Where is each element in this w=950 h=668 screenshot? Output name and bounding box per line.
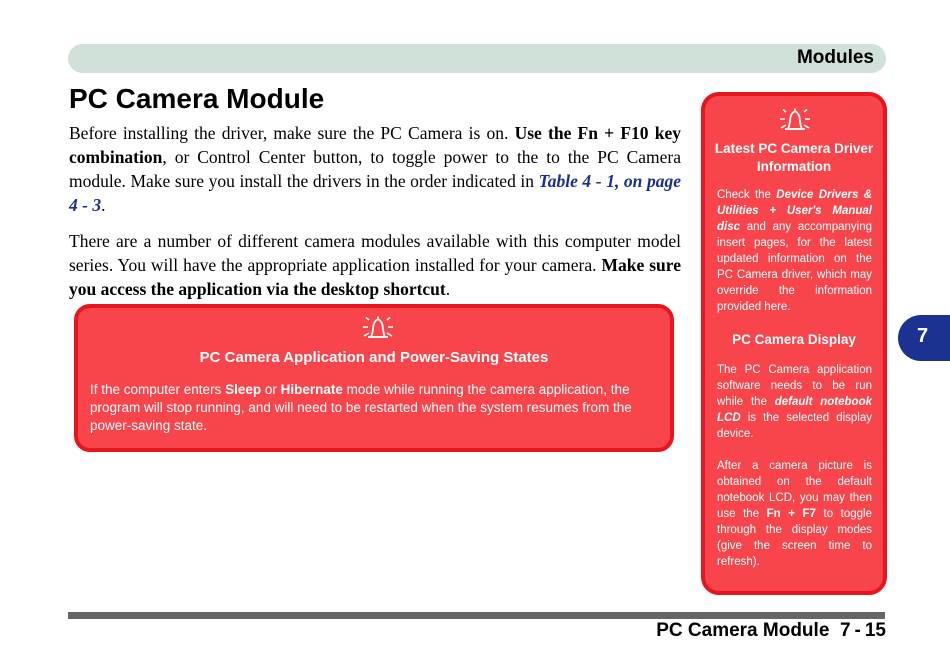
fn-f7-text: Fn + F7 [766,508,816,520]
footer-section: PC Camera Module [656,620,830,641]
bell-icon [360,316,396,342]
modules-text-1: There are a number of different camera modules available with this computer model series. You will have the appropriate application installed for your camera. [69,231,681,275]
table-reference-link[interactable]: Table 4 - 1, on page 4 - 3 [69,171,681,215]
sidebar-subtitle: PC Camera Display [732,332,856,347]
bell-icon [777,108,813,134]
modules-text-2: . [445,279,451,299]
sidebar-display-text-2: is the selected display device. [717,412,872,440]
sidebar-title: Latest PC Camera Driver Information [714,141,874,174]
desktop-shortcut-text: Make sure you access the application via the desktop shortcut [69,255,682,299]
header-bar [68,44,886,73]
intro-text-3: . [101,195,106,215]
header-title: Modules [796,47,874,68]
note-text-2: or [261,382,281,397]
page-title: PC Camera Module [69,83,325,114]
power-saving-note-box [74,304,674,452]
driver-info-sidebar [701,92,887,595]
camera-modules-paragraph [69,229,681,301]
sidebar-driver-text-2: and any accompanying insert pages, for the latest updated information on the PC Camera driver, which may override the information provided here. [717,221,872,313]
driver-disc-text: Device Drivers & Utilities + User's Manual disc [717,189,872,233]
default-lcd-text: default notebook LCD [717,396,872,424]
intro-text-2: , or Control Center button, to toggle power to the to the PC Camera module. Make sure you install the drivers in the order indicated in [69,147,681,191]
sleep-mode-text: Sleep [225,382,262,397]
hibernate-mode-text: Hibernate [280,382,343,397]
footer-page-number: 15 [864,620,886,641]
footer-chapter: 7 [839,620,851,641]
footer-rule [68,612,885,619]
sidebar-driver-text [717,187,872,315]
note-text-3: mode while running the camera application, the program will stop running, and will need to be restarted when the system resumes from the power-saving state. [90,382,632,433]
chapter-tab[interactable] [898,315,950,361]
footer-separator: - [854,620,861,641]
sidebar-toggle-text [717,458,872,570]
footer-page-label [656,620,886,642]
sidebar-display-text [717,362,872,442]
sidebar-display-text-1: The PC Camera application software needs to be run while the [717,364,872,408]
intro-paragraph [69,121,681,217]
chapter-number: 7 [917,325,929,347]
note-text-1: If the computer enters [90,382,226,397]
intro-text-1: Before installing the driver, make sure the PC Camera is on. [69,123,515,143]
sidebar-driver-text-1: Check the [717,189,777,201]
sidebar-toggle-text-2: to toggle through the display modes (give the screen time to refresh). [717,508,873,568]
key-combination-text: Use the Fn + F10 key combination [69,123,681,167]
note-text [90,381,656,435]
sidebar-toggle-text-1: After a camera picture is obtained on the default notebook LCD, you may then use the [717,460,872,520]
note-title: PC Camera Application and Power-Saving States [199,349,549,366]
